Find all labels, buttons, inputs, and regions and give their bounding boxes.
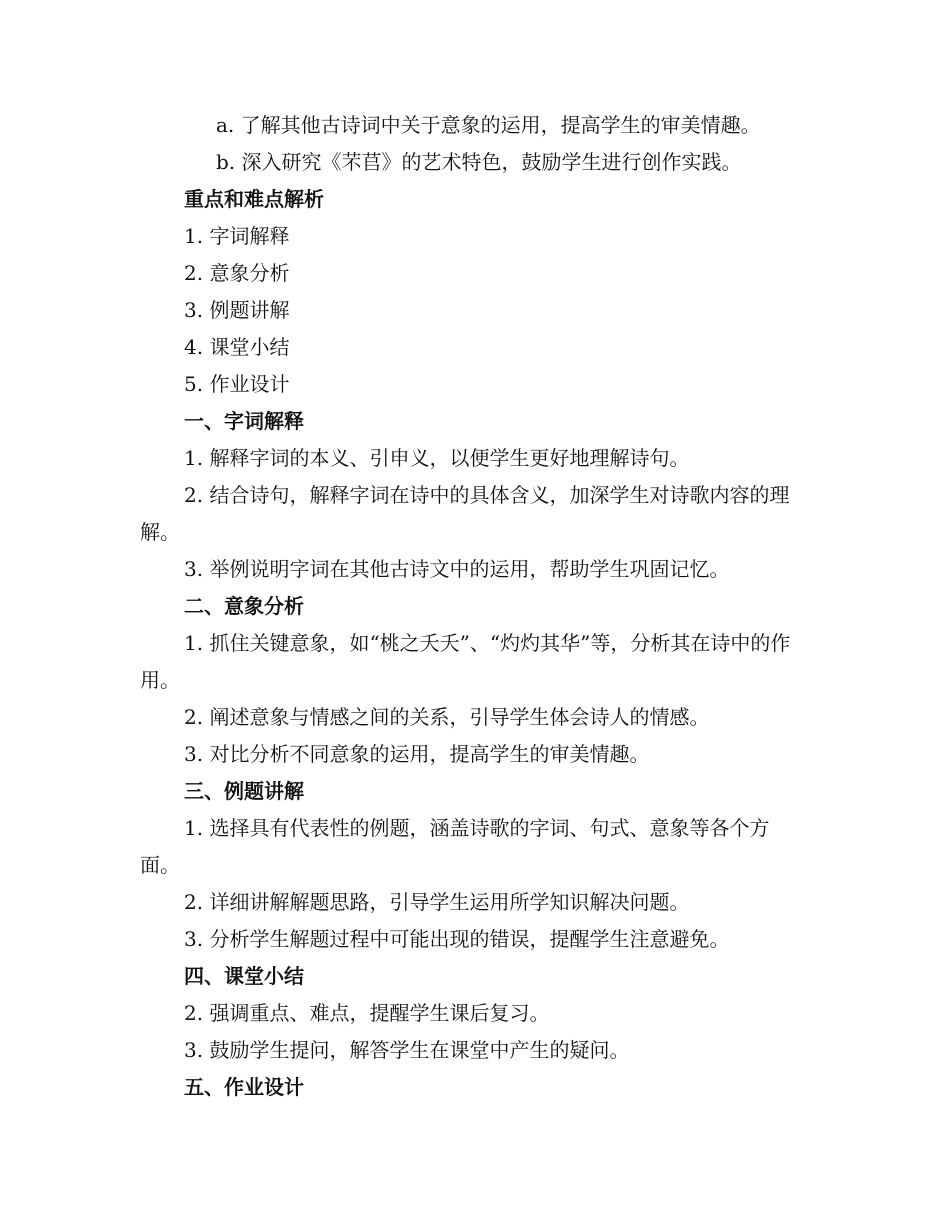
section1-item-1: 1. 解释字词的本义、引申义，以便学生更好地理解诗句。 (184, 446, 690, 470)
intro-item-b: b. 深入研究《芣苢》的艺术特色，鼓励学生进行创作实践。 (216, 150, 742, 174)
section2-item-2: 2. 阐述意象与情感之间的关系，引导学生体会诗人的情感。 (184, 705, 710, 729)
section2-item-3: 3. 对比分析不同意象的运用，提高学生的审美情趣。 (184, 742, 650, 766)
key-item-4: 4. 课堂小结 (184, 335, 290, 359)
section1-item-2: 2. 结合诗句，解释字词在诗中的具体含义，加深学生对诗歌内容的理解。 (140, 483, 790, 544)
document-body (140, 107, 808, 1106)
section4-item-3: 3. 鼓励学生提问，解答学生在课堂中产生的疑问。 (184, 1038, 630, 1062)
section3-item-3: 3. 分析学生解题过程中可能出现的错误，提醒学生注意避免。 (184, 927, 730, 951)
section1-title: 一、字词解释 (184, 409, 304, 433)
section1-item-3: 3. 举例说明字词在其他古诗文中的运用，帮助学生巩固记忆。 (184, 557, 730, 581)
section3-item-1: 1. 选择具有代表性的例题，涵盖诗歌的字词、句式、意象等各个方面。 (140, 816, 770, 877)
key-item-5: 5. 作业设计 (184, 372, 290, 396)
section2-item-1: 1. 抓住关键意象，如“桃之夭夭”、“灼灼其华”等，分析其在诗中的作用。 (140, 631, 791, 692)
section5-title: 五、作业设计 (184, 1075, 304, 1099)
section2-title: 二、意象分析 (184, 594, 304, 618)
section4-title: 四、课堂小结 (184, 964, 304, 988)
key-item-2: 2. 意象分析 (184, 261, 290, 285)
key-item-1: 1. 字词解释 (184, 224, 290, 248)
key-item-3: 3. 例题讲解 (184, 298, 290, 322)
section3-title: 三、例题讲解 (184, 779, 304, 803)
key-section-title: 重点和难点解析 (184, 187, 324, 211)
section3-item-2: 2. 详细讲解解题思路，引导学生运用所学知识解决问题。 (184, 890, 690, 914)
intro-item-a: a. 了解其他古诗词中关于意象的运用，提高学生的审美情趣。 (216, 113, 761, 137)
section4-item-2: 2. 强调重点、难点，提醒学生课后复习。 (184, 1001, 550, 1025)
